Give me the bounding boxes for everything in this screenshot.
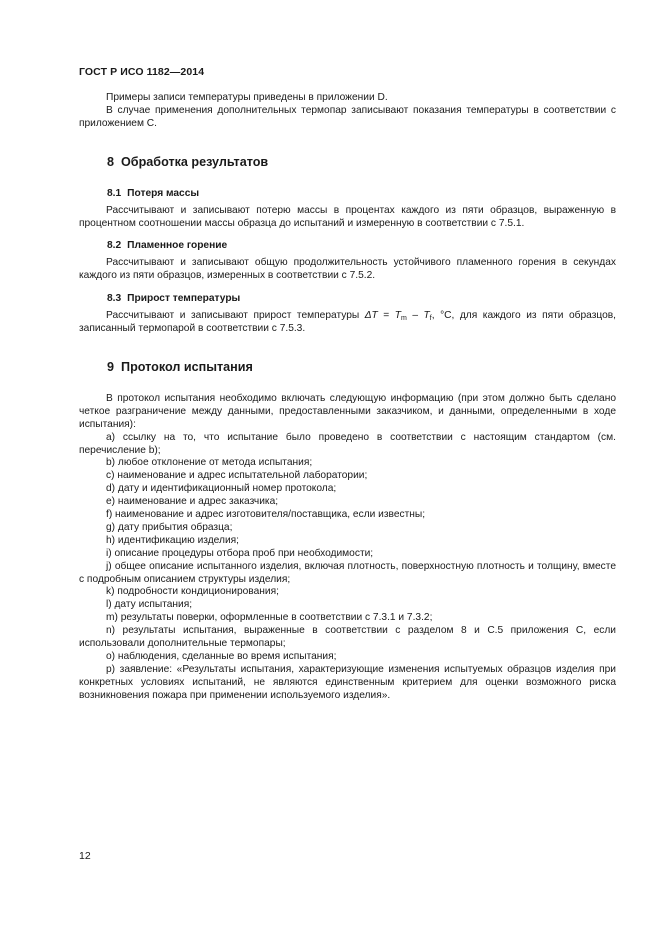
subsection-8-2-heading: [107, 240, 616, 253]
subsection-8-1-title: Потеря массы: [127, 187, 200, 199]
formula-equals: =: [377, 310, 395, 322]
subsection-8-3-text: [79, 310, 616, 336]
list-item: m) результаты поверки, оформленные в соответствии с 7.3.1 и 7.3.2;: [106, 612, 433, 624]
list-item: l) дату испытания;: [106, 599, 193, 611]
subsection-8-3-heading: [107, 293, 616, 306]
page-number: 12: [79, 850, 91, 862]
intro-paragraph-2: В случае применения дополнительных термопар записывают показания температуры в соответствии с приложением С.: [79, 104, 616, 129]
document-body: [79, 92, 616, 703]
section-8-title: Обработка результатов: [121, 154, 269, 169]
formula-t: T: [394, 310, 401, 322]
list-item: а) ссылку на то, что испытание было проведено в соответствии с настоящим стандартом (см. перечисление b);: [79, 431, 616, 456]
section-8-number: 8: [107, 154, 115, 169]
list-item: р) заявление: «Результаты испытания, характеризующие изменения испытуемых образцов изделия при конкретных условиях испытаний, не являются единственным критерием для оценки возможного риска возникновения пожара при применении используемого изделия».: [79, 663, 616, 701]
list-item: k) подробности кондиционирования;: [106, 586, 279, 598]
formula-delta-t: ΔT: [364, 310, 378, 322]
list-item: о) наблюдения, сделанные во время испытания;: [106, 651, 337, 662]
subsection-8-3-title: Прирост температуры: [127, 293, 241, 305]
section-9-number: 9: [107, 359, 115, 374]
formula-subscript: f: [429, 315, 432, 323]
subsection-8-1-heading: [107, 188, 616, 201]
section-9-title: Протокол испытания: [121, 359, 253, 374]
section-9-intro: В протокол испытания необходимо включать следующую информацию (при этом должно быть сделано четкое разграничение между данными, предоставленными заказчиком, и данными, определенными в ходе испытания):: [79, 392, 616, 430]
list-item: d) дату и идентификационный номер протокола;: [106, 483, 337, 495]
list-item: f) наименование и адрес изготовителя/поставщика, если известны;: [106, 509, 426, 521]
document-header: ГОСТ Р ИСО 1182—2014: [79, 66, 205, 78]
subsection-8-3-number: 8.3: [107, 293, 122, 305]
list-item: i) описание процедуры отбора проб при необходимости;: [106, 547, 374, 559]
section-8-heading: [107, 155, 616, 169]
subsection-8-1-number: 8.1: [107, 187, 122, 199]
subsection-8-2-number: 8.2: [107, 240, 122, 252]
formula-minus: –: [406, 310, 424, 322]
list-item: n) результаты испытания, выраженные в соответствии с разделом 8 и С.5 приложения С, если использовали дополнительные термопары;: [79, 625, 616, 650]
list-item: h) идентификацию изделия;: [106, 534, 239, 546]
subsection-8-1-text: Рассчитывают и записывают потерю массы в процентах каждого из пяти образцов, выраженную в процентном соотношении массы образца до испытаний и измеренную в соответствии с 7.5.1.: [79, 204, 616, 229]
formula-t: T: [423, 310, 430, 322]
subsection-8-2-text: Рассчитывают и записывают общую продолжительность устойчивого пламенного горения в секундах каждого из пяти образцов, измеренных в соответствии с 7.5.2.: [79, 257, 616, 282]
intro-paragraph-1: Примеры записи температуры приведены в приложении D.: [106, 92, 388, 103]
list-item: е) наименование и адрес заказчика;: [106, 496, 279, 508]
text-part: Рассчитывают и записывают прирост температуры: [106, 310, 365, 322]
subsection-8-2-title: Пламенное горение: [127, 240, 228, 252]
section-9-heading: [107, 360, 616, 374]
list-item: g) дату прибытия образца;: [106, 521, 233, 533]
formula-subscript: m: [401, 315, 407, 323]
text-part: , °С, для каждого из пяти образцов, записанный термопарой в соответствии с 7.5.3.: [79, 310, 616, 334]
protocol-items-list: [79, 432, 616, 703]
list-item: j) общее описание испытанного изделия, включая плотность, поверхностную плотность и толщину, вместе с подробным описанием структуры изделия;: [79, 560, 616, 585]
list-item: с) наименование и адрес испытательной лаборатории;: [106, 470, 368, 482]
list-item: b) любое отклонение от метода испытания;: [106, 457, 313, 469]
